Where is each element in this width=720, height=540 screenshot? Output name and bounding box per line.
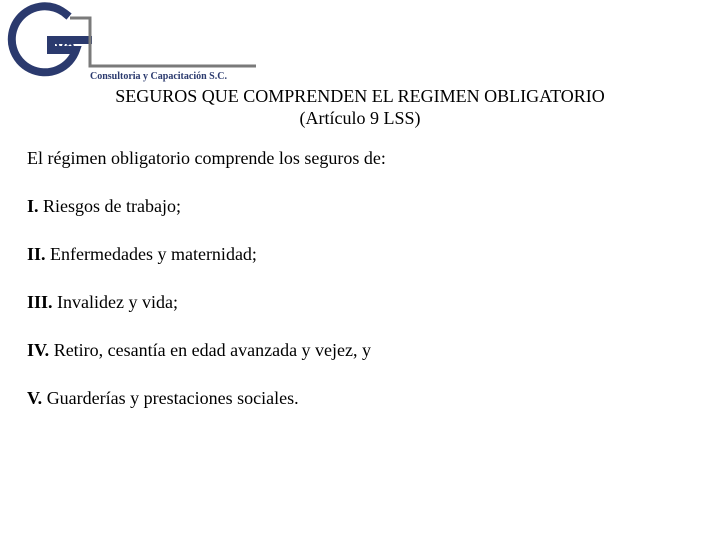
logo-graphic [4, 2, 260, 82]
item-number: III. [27, 292, 53, 312]
logo-swoosh [70, 18, 256, 66]
logo-letters: va [56, 37, 75, 56]
company-logo [4, 2, 260, 82]
list-item [27, 195, 386, 217]
item-text: Riesgos de trabajo; [43, 196, 181, 216]
list-item [27, 243, 386, 265]
item-number: IV. [27, 340, 50, 360]
item-number: I. [27, 196, 39, 216]
item-text: Invalidez y vida; [57, 292, 178, 312]
logo-company-name: Consultoria y Capacitación S.C. [90, 71, 227, 82]
item-text: Retiro, cesantía en edad avanzada y vejez, y [53, 340, 372, 360]
list-item [27, 339, 386, 361]
item-number: V. [27, 388, 43, 408]
item-text: Guarderías y prestaciones sociales. [46, 388, 299, 408]
insurance-list [27, 195, 386, 409]
title-line-2: (Artículo 9 LSS) [299, 108, 421, 128]
list-item [27, 387, 386, 409]
item-number: II. [27, 244, 46, 264]
item-text: Enfermedades y maternidad; [50, 244, 257, 264]
page-title [0, 85, 720, 129]
intro-text: El régimen obligatorio comprende los seguros de: [27, 148, 386, 168]
list-item [27, 291, 386, 313]
content [27, 147, 386, 409]
logo-g-letter [12, 6, 88, 72]
title-line-1: SEGUROS QUE COMPRENDEN EL REGIMEN OBLIGATORIO [115, 86, 605, 106]
